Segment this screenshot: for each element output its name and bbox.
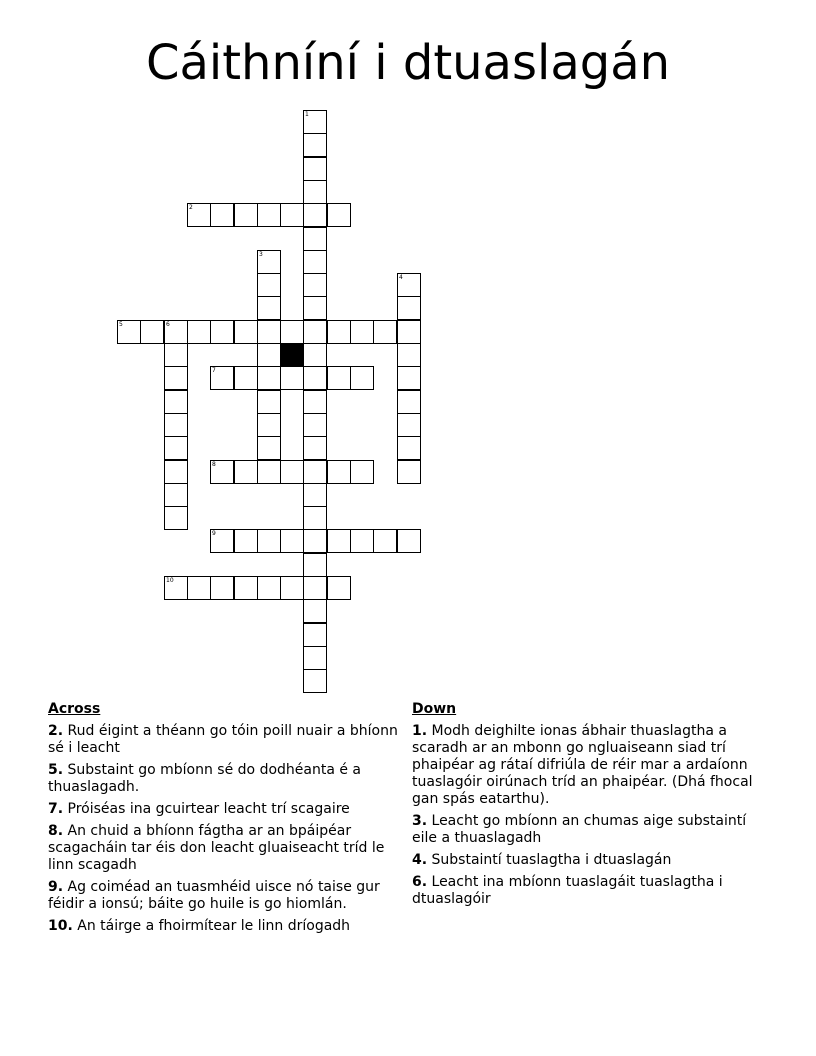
grid-cell[interactable] bbox=[303, 483, 327, 507]
black-square bbox=[280, 343, 304, 367]
grid-cell[interactable] bbox=[327, 529, 351, 553]
grid-cell[interactable] bbox=[303, 250, 327, 274]
clue-number: 6. bbox=[412, 874, 428, 890]
clue-number: 2. bbox=[48, 723, 64, 739]
grid-cell[interactable] bbox=[327, 460, 351, 484]
clue-text: Leacht go mbíonn an chumas aige substaintí eile a thuaslagadh bbox=[412, 813, 747, 846]
clue-number: 5. bbox=[48, 762, 64, 778]
clue-text: Ag coiméad an tuasmhéid uisce nó taise gur féidir a ionsú; báite go huile is go hiomlán. bbox=[48, 879, 380, 912]
across-clue-10 bbox=[48, 918, 404, 935]
grid-cell[interactable] bbox=[257, 203, 281, 227]
grid-cell[interactable] bbox=[350, 320, 374, 344]
grid-cell[interactable] bbox=[257, 529, 281, 553]
grid-cell[interactable] bbox=[397, 390, 421, 414]
grid-cell[interactable] bbox=[280, 460, 304, 484]
grid-cell[interactable] bbox=[164, 483, 188, 507]
grid-cell[interactable] bbox=[257, 320, 281, 344]
grid-cell[interactable] bbox=[303, 623, 327, 647]
cell-number: 6 bbox=[166, 321, 170, 328]
grid-cell[interactable] bbox=[303, 390, 327, 414]
clue-number: 7. bbox=[48, 801, 64, 817]
across-clue-5 bbox=[48, 762, 404, 796]
grid-cell[interactable] bbox=[280, 366, 304, 390]
cell-number: 5 bbox=[119, 321, 123, 328]
grid-cell[interactable] bbox=[350, 529, 374, 553]
grid-cell[interactable] bbox=[303, 320, 327, 344]
grid-cell[interactable] bbox=[257, 296, 281, 320]
down-clue-4 bbox=[412, 852, 764, 869]
clue-number: 8. bbox=[48, 823, 64, 839]
clue-text: Substaint go mbíonn sé do dodhéanta é a thuaslagadh. bbox=[48, 762, 362, 795]
grid-cell[interactable] bbox=[373, 320, 397, 344]
grid-cell[interactable] bbox=[397, 296, 421, 320]
grid-cell[interactable] bbox=[327, 366, 351, 390]
clue-text: Modh deighilte ionas ábhair thuaslagtha a scaradh ar an mbonn go ngluaiseann siad trí phaipéar ag rátaí difriúla de réir mar a ardaíonn tuaslagóir oirúnach tríd an phaipéar. (Dhá fhocal gan spás eatarthu). bbox=[412, 723, 753, 807]
clue-text: Leacht ina mbíonn tuaslagáit tuaslagtha i dtuaslagóir bbox=[412, 874, 723, 907]
clue-number: 4. bbox=[412, 852, 428, 868]
grid-cell[interactable] bbox=[397, 413, 421, 437]
grid-cell[interactable] bbox=[303, 366, 327, 390]
grid-cell[interactable] bbox=[164, 576, 188, 600]
grid-cell[interactable] bbox=[257, 390, 281, 414]
grid-cell[interactable] bbox=[397, 529, 421, 553]
grid-cell[interactable] bbox=[397, 320, 421, 344]
grid-cell[interactable] bbox=[210, 576, 234, 600]
down-heading: Down bbox=[412, 701, 457, 717]
grid-cell[interactable] bbox=[280, 203, 304, 227]
grid-cell[interactable] bbox=[234, 203, 258, 227]
grid-cell[interactable] bbox=[210, 366, 234, 390]
grid-cell[interactable] bbox=[140, 320, 164, 344]
clue-text: Substaintí tuaslagtha i dtuaslagán bbox=[431, 852, 672, 868]
grid-cell[interactable] bbox=[303, 460, 327, 484]
clue-number: 1. bbox=[412, 723, 428, 739]
grid-cell[interactable] bbox=[164, 366, 188, 390]
clue-text: Rud éigint a théann go tóin poill nuair a bhíonn sé i leacht bbox=[48, 723, 398, 756]
grid-cell[interactable] bbox=[257, 366, 281, 390]
grid-cell[interactable] bbox=[210, 203, 234, 227]
cell-number: 3 bbox=[259, 251, 263, 258]
grid-cell[interactable] bbox=[303, 669, 327, 693]
grid-cell[interactable] bbox=[350, 460, 374, 484]
down-clue-3 bbox=[412, 813, 764, 847]
grid-cell[interactable] bbox=[164, 320, 188, 344]
grid-cell[interactable] bbox=[303, 576, 327, 600]
cell-number: 4 bbox=[399, 274, 403, 281]
grid-cell[interactable] bbox=[303, 110, 327, 134]
grid-cell[interactable] bbox=[210, 460, 234, 484]
grid-cell[interactable] bbox=[164, 343, 188, 367]
grid-cell[interactable] bbox=[280, 320, 304, 344]
across-clue-9 bbox=[48, 879, 404, 913]
cell-number: 2 bbox=[189, 204, 193, 211]
grid-cell[interactable] bbox=[303, 553, 327, 577]
clue-number: 10. bbox=[48, 918, 73, 934]
grid-cell[interactable] bbox=[164, 506, 188, 530]
grid-cell[interactable] bbox=[303, 180, 327, 204]
grid-cell[interactable] bbox=[257, 250, 281, 274]
grid-cell[interactable] bbox=[164, 436, 188, 460]
grid-cell[interactable] bbox=[234, 320, 258, 344]
grid-cell[interactable] bbox=[257, 436, 281, 460]
grid-cell[interactable] bbox=[397, 366, 421, 390]
grid-cell[interactable] bbox=[210, 529, 234, 553]
grid-cell[interactable] bbox=[257, 576, 281, 600]
across-heading: Across bbox=[48, 701, 101, 717]
clue-text: Próiséas ina gcuirtear leacht trí scagaire bbox=[67, 801, 350, 817]
grid-cell[interactable] bbox=[303, 506, 327, 530]
grid-cell[interactable] bbox=[187, 576, 211, 600]
grid-cell[interactable] bbox=[303, 273, 327, 297]
grid-cell[interactable] bbox=[257, 460, 281, 484]
clue-number: 9. bbox=[48, 879, 64, 895]
across-clue-7 bbox=[48, 801, 404, 818]
grid-cell[interactable] bbox=[397, 460, 421, 484]
grid-cell[interactable] bbox=[164, 460, 188, 484]
grid-cell[interactable] bbox=[234, 529, 258, 553]
down-clue-6 bbox=[412, 874, 764, 908]
grid-cell[interactable] bbox=[303, 599, 327, 623]
grid-cell[interactable] bbox=[234, 460, 258, 484]
grid-cell[interactable] bbox=[187, 320, 211, 344]
grid-cell[interactable] bbox=[234, 366, 258, 390]
grid-cell[interactable] bbox=[303, 529, 327, 553]
grid-cell[interactable] bbox=[373, 529, 397, 553]
cell-number: 7 bbox=[212, 367, 216, 374]
grid-cell[interactable] bbox=[303, 227, 327, 251]
clue-number: 3. bbox=[412, 813, 428, 829]
cell-number: 9 bbox=[212, 530, 216, 537]
across-clue-2 bbox=[48, 723, 404, 757]
grid-cell[interactable] bbox=[234, 576, 258, 600]
grid-cell[interactable] bbox=[303, 343, 327, 367]
cell-number: 1 bbox=[305, 111, 309, 118]
grid-cell[interactable] bbox=[187, 203, 211, 227]
grid-cell[interactable] bbox=[303, 646, 327, 670]
grid-cell[interactable] bbox=[327, 576, 351, 600]
clue-text: An táirge a fhoirmítear le linn dríogadh bbox=[77, 918, 351, 934]
grid-cell[interactable] bbox=[303, 157, 327, 181]
grid-cell[interactable] bbox=[257, 413, 281, 437]
grid-cell[interactable] bbox=[164, 413, 188, 437]
across-clues bbox=[48, 701, 404, 940]
grid-cell[interactable] bbox=[280, 576, 304, 600]
grid-cell[interactable] bbox=[164, 390, 188, 414]
grid-cell[interactable] bbox=[327, 203, 351, 227]
grid-cell[interactable] bbox=[257, 273, 281, 297]
grid-cell[interactable] bbox=[397, 436, 421, 460]
grid-cell[interactable] bbox=[303, 436, 327, 460]
grid-cell[interactable] bbox=[303, 296, 327, 320]
grid-cell[interactable] bbox=[350, 366, 374, 390]
grid-cell[interactable] bbox=[210, 320, 234, 344]
grid-cell[interactable] bbox=[257, 343, 281, 367]
cell-number: 10 bbox=[166, 577, 174, 584]
down-clues bbox=[412, 701, 764, 913]
clue-text: An chuid a bhíonn fágtha ar an bpáipéar scagacháin tar éis don leacht gluaiseacht tríd le linn scagadh bbox=[48, 823, 385, 873]
puzzle-title: Cáithníní i dtuaslagán bbox=[145, 35, 671, 91]
cell-number: 8 bbox=[212, 461, 216, 468]
across-clue-8 bbox=[48, 823, 404, 874]
grid-cell[interactable] bbox=[303, 133, 327, 157]
grid-cell[interactable] bbox=[397, 343, 421, 367]
grid-cell[interactable] bbox=[303, 413, 327, 437]
grid-cell[interactable] bbox=[303, 203, 327, 227]
grid-cell[interactable] bbox=[397, 273, 421, 297]
grid-cell[interactable] bbox=[280, 529, 304, 553]
grid-cell[interactable] bbox=[327, 320, 351, 344]
down-clue-1 bbox=[412, 723, 764, 808]
grid-cell[interactable] bbox=[117, 320, 141, 344]
